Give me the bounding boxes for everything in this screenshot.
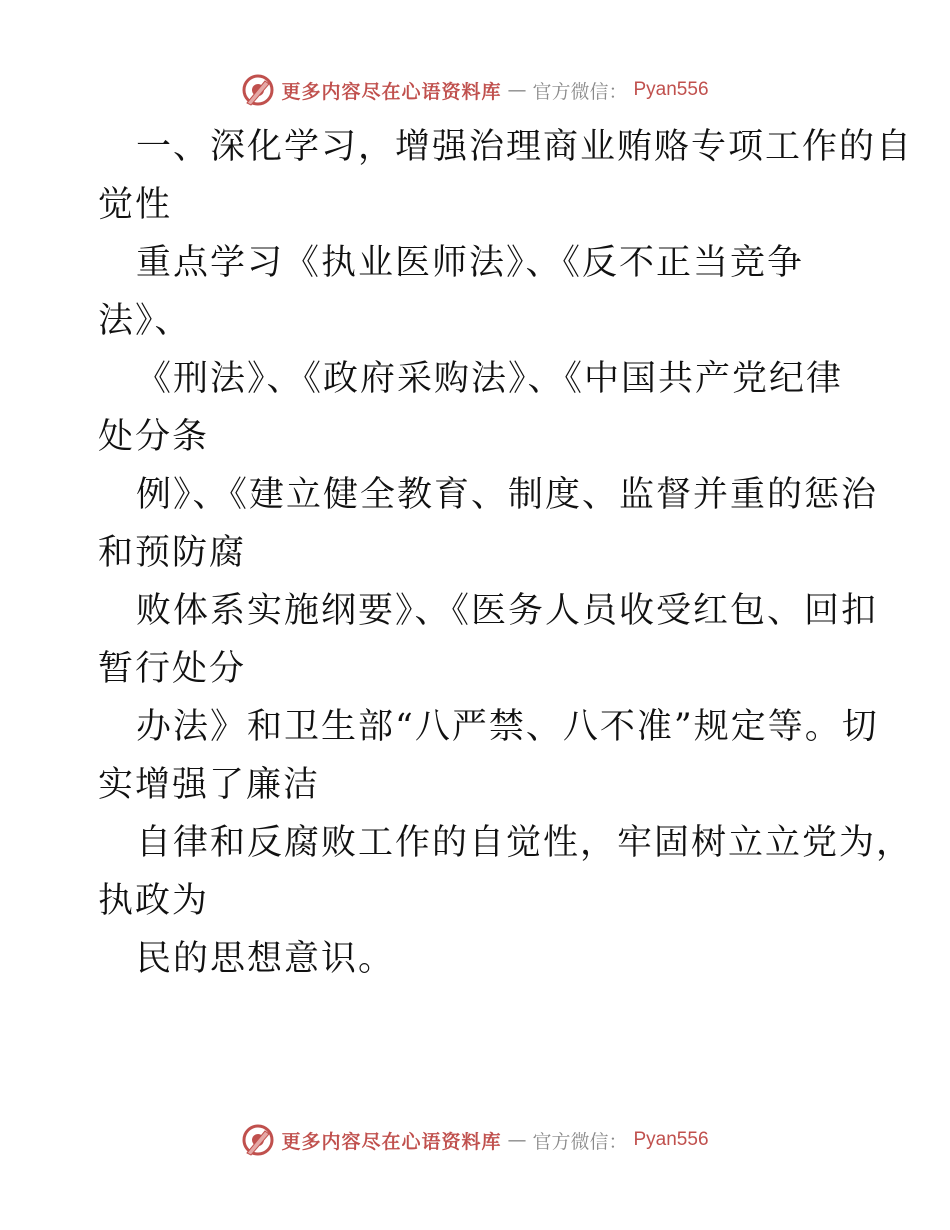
header-separator: —	[507, 79, 527, 101]
footer-site-name: 更多内容尽在心语资料库	[281, 1130, 502, 1153]
paragraph-line: 《刑法》、《政府采购法》、《中国共产党纪律	[136, 359, 844, 399]
header-banner	[0, 70, 950, 110]
paragraph-line: 暂行处分	[98, 649, 247, 689]
footer-banner	[0, 1120, 950, 1160]
footer-separator: —	[507, 1129, 527, 1151]
paragraph-line: 一、深化学习，增强治理商业贿赂专项工作的自	[136, 127, 914, 167]
paragraph-line: 办法》和卫生部“八严禁、八不准”规定等。切	[136, 707, 879, 747]
footer-contact-label: 官方微信：	[532, 1130, 628, 1153]
paragraph-line: 例》、《建立健全教育、制度、监督并重的惩治	[136, 475, 879, 515]
footer-wechat-id: Pyan556	[633, 1129, 709, 1150]
paragraph-line: 重点学习《执业医师法》、《反不正当竞争	[136, 243, 805, 283]
paragraph-line: 败体系实施纲要》、《医务人员收受红包、回扣	[136, 591, 879, 631]
paragraph-line: 处分条	[98, 417, 210, 457]
pen-logo-icon	[241, 73, 275, 107]
header-site-name: 更多内容尽在心语资料库	[281, 80, 502, 103]
document-body	[98, 118, 914, 988]
paragraph-line: 法》、	[98, 301, 192, 341]
paragraph-line: 觉性	[98, 185, 173, 225]
paragraph-line: 实增强了廉洁	[98, 765, 321, 805]
paragraph-line: 和预防腐	[98, 533, 247, 573]
paragraph-line: 民的思想意识。	[136, 939, 396, 979]
paragraph-line: 执政为	[98, 881, 210, 921]
header-contact-label: 官方微信：	[532, 80, 628, 103]
pen-logo-icon	[241, 1123, 275, 1157]
paragraph-line: 自律和反腐败工作的自觉性，牢固树立立党为，	[136, 823, 914, 863]
header-wechat-id: Pyan556	[633, 79, 709, 100]
